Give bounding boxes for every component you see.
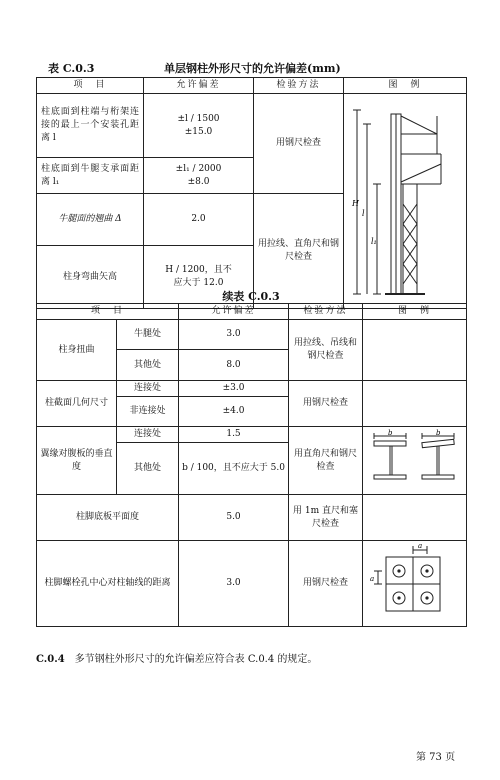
table1-header-figure: 图 例: [344, 78, 467, 94]
row-tolerance: [144, 94, 254, 158]
figure-label-l: l: [361, 209, 365, 218]
twist-val1: 3.0: [179, 320, 289, 350]
method-cell: 用钢尺检查: [254, 94, 344, 194]
table1: [36, 77, 467, 309]
flange-sub1: 连接处: [117, 427, 179, 443]
table1-header-row: [37, 78, 467, 94]
tolerance-line: ±l₁ / 2000: [175, 163, 222, 174]
bolt-figure-label-a: a: [417, 542, 422, 550]
bolt-hole-figure: [364, 541, 466, 621]
flange-val1: 1.5: [179, 427, 289, 443]
table1-heading: [36, 60, 466, 76]
section-method: 用钢尺检查: [289, 381, 363, 427]
row-item: 柱底面到柱端与桁架连接的最上一个安装孔距离 l: [37, 94, 144, 158]
table2-title: 续表 C.0.3: [222, 290, 280, 303]
section-item: 柱截面几何尺寸: [37, 381, 117, 427]
table-row: [37, 381, 467, 397]
table-row: [37, 427, 467, 443]
table2-header-tolerance: 允许偏差: [179, 304, 289, 320]
table1-header-method: 检验方法: [254, 78, 344, 94]
flange-figure-label-b: b: [387, 429, 392, 437]
table-row: [37, 320, 467, 350]
twist-item: 柱身扭曲: [37, 320, 117, 381]
clause-note: [36, 650, 317, 665]
tolerance-line: ±l / 1500: [177, 113, 220, 124]
table-row: [37, 94, 467, 158]
flange-perpendicularity-figure: [364, 427, 466, 489]
method-cell: 用拉线、直角尺和钢尺检查: [254, 194, 344, 309]
row-tolerance: [144, 158, 254, 194]
section-val2: ±4.0: [179, 397, 289, 427]
flange-val2: b / 100，且不应大于 5.0: [179, 443, 289, 495]
empty-figure-cell: [363, 495, 467, 541]
table1-header-item: 项 目: [37, 78, 144, 94]
section-val1: ±3.0: [179, 381, 289, 397]
empty-figure-cell: [363, 320, 467, 381]
table1-title: 单层钢柱外形尺寸的允许偏差(mm): [164, 62, 341, 75]
table2: [36, 303, 467, 627]
tolerance-line: H / 1200，且不: [165, 265, 232, 275]
row-item: 柱身弯曲矢高: [37, 246, 144, 309]
table2-header-figure: 图 例: [363, 304, 467, 320]
table-row: [37, 495, 467, 541]
row-item: 牛腿面的翘曲 Δ: [37, 194, 144, 246]
flange-figure-cell: [363, 427, 467, 495]
clause-text: 多节钢柱外形尺寸的允许偏差应符合表 C.0.4 的规定。: [74, 654, 318, 665]
table2-header-method: 检验方法: [289, 304, 363, 320]
bolt-val: 3.0: [179, 541, 289, 627]
table2-header-item: 项 目: [37, 304, 179, 320]
twist-sub2: 其他处: [117, 350, 179, 381]
tolerance-line: ±8.0: [187, 176, 210, 187]
twist-val2: 8.0: [179, 350, 289, 381]
clause-number: C.0.4: [36, 654, 65, 665]
twist-sub1: 牛腿处: [117, 320, 179, 350]
figure-label-l1: l₁: [370, 237, 377, 246]
baseplate-method: 用 1m 直尺和塞尺检查: [289, 495, 363, 541]
bolt-method: 用钢尺检查: [289, 541, 363, 627]
section-sub2: 非连接处: [117, 397, 179, 427]
bolt-figure-label-a: a: [369, 575, 374, 583]
table1-header-tolerance: 允许偏差: [144, 78, 254, 94]
flange-sub2: 其他处: [117, 443, 179, 495]
figure-label-h: H: [351, 199, 359, 208]
row-item: 柱底面到牛腿支承面距离 l₁: [37, 158, 144, 194]
section-sub1: 连接处: [117, 381, 179, 397]
row-tolerance: 2.0: [144, 194, 254, 246]
figure-cell: [344, 94, 467, 309]
bolt-figure-cell: [363, 541, 467, 627]
page-number: 第 73 页: [416, 752, 456, 763]
table2-header-row: [37, 304, 467, 320]
empty-figure-cell: [363, 381, 467, 427]
baseplate-val: 5.0: [179, 495, 289, 541]
flange-item: 翼缘对腹板的垂直度: [37, 427, 117, 495]
twist-method: 用拉线、吊线和钢尺检查: [289, 320, 363, 381]
tolerance-line: 应大于 12.0: [173, 278, 224, 288]
column-elevation-figure: [345, 94, 466, 303]
table-row: [37, 541, 467, 627]
tolerance-line: ±15.0: [184, 126, 213, 137]
baseplate-item: 柱脚底板平面度: [37, 495, 179, 541]
flange-method: 用直角尺和钢尺检查: [289, 427, 363, 495]
bolt-item: 柱脚螺栓孔中心对柱轴线的距离: [37, 541, 179, 627]
flange-figure-label-b: b: [435, 429, 440, 437]
table1-number: 表 C.0.3: [48, 62, 95, 75]
